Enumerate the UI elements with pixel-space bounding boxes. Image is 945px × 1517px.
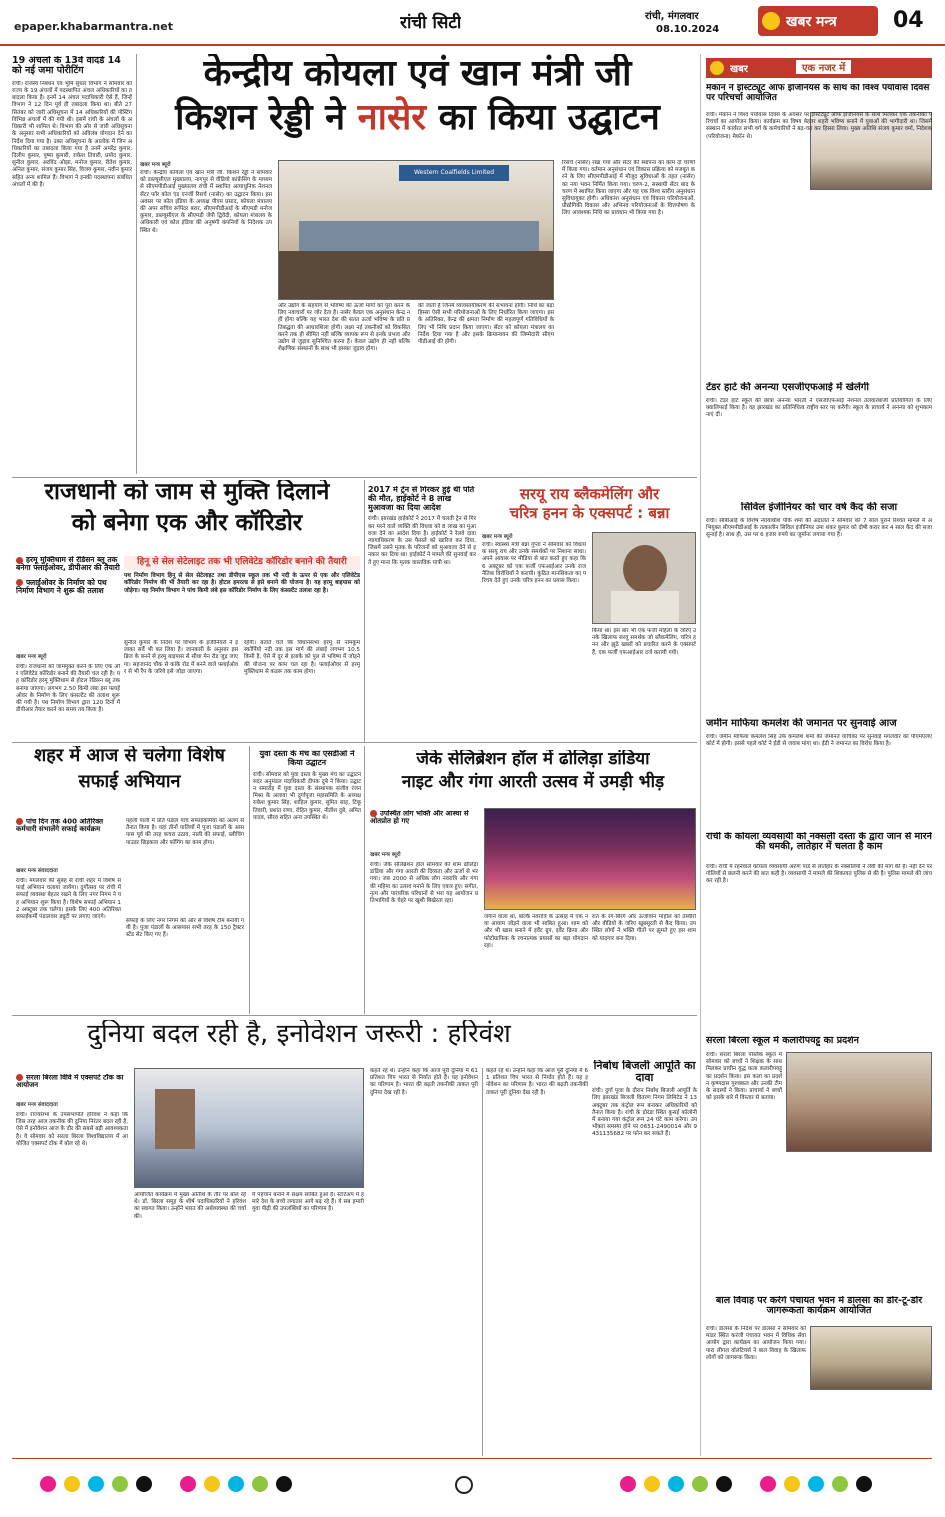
registration-dot xyxy=(252,1476,268,1492)
corridor-head-2: को बनेगा एक और कॉरिडोर xyxy=(71,510,303,537)
r1-head: मेकॉन ने इंस्टिट्यूट ऑफ इंजिनियर्स के साथ की विश्व पर्यावास दिवस पर परिचर्चा आयोजित xyxy=(706,84,930,103)
registration-dot xyxy=(644,1476,660,1492)
corridor-body1: रांची। राजधानी को जाममुक्त करने के लिए एक और एलिवेटेड कॉरिडोर बनाने की तैयारी चल रही है। यह कॉरिडोर हरमू मुक्तिधाम से होटल रेडिसन ब्लू तक बनाया जाएगा। लगभग 2.50 किमी लंबा इस फ्लाईओवर के निर्माण के लिए कंसल्टेंट की तलाश शुरू की गयी है। पथ निर्माण विभाग द्वारा 120 दिनों में डीपीआर तैयार करने का समय तय किया है। xyxy=(16,664,120,714)
r6-head: सरला बिरला स्कूल में कलारीपयट्टू का प्रदर्शन xyxy=(706,1036,859,1046)
dandiya-body3: रात के रंग-बिरंगे और ऊर्जावान माहौल को तस्वीरों और वीडियो के जरिए खूबसूरती से कैद किया। उपस्थित लोगों ने भक्ति गीतों पर झूमते हुए इस शाम को यादगार बना दिया। xyxy=(592,914,696,942)
hc-story-head: 2017 में ट्रेन से गिरकर हुई थी पति की मौत, हाईकोर्ट ने 8 लाख मुआवजा का दिया आदेश xyxy=(368,486,475,512)
tag-label-2: एक नजर में xyxy=(796,60,851,74)
registration-dot xyxy=(832,1476,848,1492)
registration-dot xyxy=(760,1476,776,1492)
hc-story xyxy=(368,486,476,736)
r4-head: जमीन माफिया कमलेश की जमानत पर सुनवाई आज xyxy=(706,718,897,729)
corridor-bullet-2: फ्लाईओवर के निर्माण को पथ निर्माण विभाग ने शुरू की तलाश xyxy=(16,577,107,595)
registration-dot xyxy=(784,1476,800,1492)
saryu-head-1: सरयू राय ब्लैकमेलिंग और xyxy=(519,486,660,503)
dandiya-head-1: जेके सेलिब्रेशन हॉल में ढोलिड़ा डांडिया xyxy=(416,750,650,769)
saryu-headline xyxy=(482,486,697,528)
r3-head: सिविल इंजीनियर को चार वर्ष कैद की सजा xyxy=(740,502,898,513)
registration-dot xyxy=(88,1476,104,1492)
corridor-intro: पथ निर्माण विभाग हिनू से सेल सेटेलाइट तथा डीपीएस स्कूल तक भी नदी के ऊपर से एक और एलिवेटेड कॉरिडोर निर्माण की भी तैयारी कर रहा है। होटल इमरल्ड से इसे बनाने की योजना है। यह हरमू बाइपास को जोड़ेगा। यह निर्माण विभाग ने पांच किमी लंबे इस कॉरिडोर निर्माण के लिए कंसल्टेंट तलाश रहा है। xyxy=(124,572,360,594)
footer-color-bar xyxy=(0,1470,945,1510)
lead-col3: की जाती है जिनमें व्यावसायीकरण की संभावना होगी। निधि का बड़ा हिस्सा ऐसी सभी परियोजनाओं के लिए निर्धारित किया जाएगा। इसके अतिरिक्त, केन्द्र की क्षमता निर्माण की महत्वपूर्ण गतिविधियों के लिए भी निधि प्रदान किया जाएगा। सेंटर को कोयला मंत्रालय का निर्देश दिया गया है और इसके क्रियान्वयन की जिम्मेदारी सीएमपीडीआई की होगी। xyxy=(418,303,554,346)
corridor-subbox xyxy=(124,556,360,632)
tag-icon xyxy=(710,61,724,75)
reg-mark-right xyxy=(620,1476,920,1496)
innovation-byline: खबर मन्त्र संवाददाता xyxy=(16,1102,58,1108)
innovation-body5: कहते रहे थे। उन्होंने कहा कि आज पूरी दुनिया में 61 प्रतिशत चिप भारत से निर्यात होते हैं। यह इनोवेशन का परिणाम है। भारत की बढ़ती तकनीकी ताकत पूरी दुनिया देख रही है। xyxy=(486,1068,588,1096)
lead-headline xyxy=(140,54,695,154)
registration-dot xyxy=(228,1476,244,1492)
r2-body: रांची। टेंडर हार्ट स्कूल की छात्रा अनन्या भारती ने एसजीएफआई नेशनल तलवारबाजी प्रतियोगिता के लिए क्वालिफाई किया है। वह झारखंड का प्रतिनिधित्व राष्ट्रीय स्तर पर करेंगी। स्कूल के प्राचार्य ने अनन्या को शुभकामनाएं दीं। xyxy=(706,398,932,419)
corridor-body2: सुनील कुमार के निर्देश पर विभाग के इंजीनियरों ने इलाका सर्वे भी कर लिया है। जानकारी के अनुसार इस ब्रिज के बनने से हरमू बाइपास से सीधा मेन रोड जुड़ जाएगा। सहजानंद चौक से कांके रोड में बनने वाले फ्लाईओवर से भी रैंप के जरिये इसे जोड़ा जाएगा। xyxy=(124,640,238,675)
r1-body: रांची। मेकॉन ने विश्व पर्यावास दिवस के अवसर पर इंस्टिट्यूट ऑफ इंजिनियर्स के साथ मिलकर एक तकनीकी परिचर्चा का आयोजन किया। कार्यक्रम का विषय बेहतर शहरी भविष्य बनाने में युवाओं की भागीदारी था। जिसमें संस्थान में कार्यरत सभी वर्ग के कर्मचारियों ने बढ़-चढ़ कर हिस्सा लिया। मुख्य अतिथि संजय कुमार वर्मा, निदेशक (परियोजना) मेकॉन थे। xyxy=(706,112,932,140)
hc-story-body: रांची। झारखंड हाईकोर्ट ने 2017 में चलती ट्रेन से गिरकर मरने वाले व्यक्ति की विधवा को 8 लाख का मुआवजा देने का आदेश दिया है। हाईकोर्ट ने रेलवे दावा न्यायाधिकरण के उस फैसले को खारिज कर दिया, जिसमें उसने मृतक के परिजनों को मुआवजा देने से इनकार कर दिया था। हाईकोर्ट ने मामले की सुनवाई करते हुए माना कि मृतक वास्तविक यात्री था। xyxy=(368,516,476,566)
reg-mark-left xyxy=(40,1476,340,1496)
left-story-head: 19 अंचलों के 13वें वादर्ड 14 को नई जमा पोरीटिंग xyxy=(12,56,121,77)
registration-dot xyxy=(856,1476,872,1492)
bullet-icon xyxy=(16,818,23,825)
lead-photo: Western Coalfields Limited xyxy=(278,160,554,300)
tag-label: खबर xyxy=(730,64,748,75)
registration-dot xyxy=(276,1476,292,1492)
corridor-byline: खबर मन्त्र ब्यूरो xyxy=(16,654,47,660)
r3-body: रांची। सीबीआई के विशेष न्यायाधीश पीके शर्मा की अदालत ने सोमवार को 7 साल पुराने रिश्वत मामले में अभियुक्त सीएमपीडीआई के तत्कालीन सिविल इंजीनियर उमा शंकर कुमार को दोषी करार कर 4 साल कैद की सजा सुनाई है। साथ ही, उस पर 6 हजार रुपये का जुर्माना लगाया गया है। xyxy=(706,518,932,539)
paper-logo xyxy=(758,6,878,36)
left-story xyxy=(12,56,132,476)
lead-byline: खबर मन्त्र ब्यूरो xyxy=(140,162,171,168)
clean-byline: खबर मन्त्र संवाददाता xyxy=(16,868,58,874)
lead-headline-line1: केन्द्रीय कोयला एवं खान मंत्री जी xyxy=(203,54,632,94)
corridor-bullets xyxy=(16,556,120,646)
dandiya-body1: रांची। जेके सेलिब्रेशन हॉल सोमवार की शाम ढोलिड़ा डांडिया और गंगा आरती की दिव्यता और ऊर्जा से भर गया। जब 2000 से अधिक लोग नवरात्रि और गंगा की महिमा का उत्सव मनाने के लिए एकत्र हुए। संगीत, नृत्य और पारंपरिक परिधानों से भरा यह आयोजन प्रतिभागियों के चेहरे पर खुशी बिखेरता रहा। xyxy=(370,862,478,905)
registration-dot xyxy=(64,1476,80,1492)
registration-dot xyxy=(112,1476,128,1492)
r7-photo xyxy=(810,1326,932,1390)
dandiya-byline: खबर मन्त्र ब्यूरो xyxy=(370,852,401,858)
lead-headline-red: नासेर xyxy=(357,96,427,138)
power-body: रांची। दुर्गा पूजा के दौरान निर्बाध बिजली आपूर्ति के लिए झारखंड बिजली वितरण निगम लिमिटेड ने 13 अक्टूबर तक कंट्रोल रूम बनाकर अधिकारियों को तैनात किया है। रांची के डोरंडा स्थित कुसई कॉलोनी में बनाया गया कंट्रोल रूम 24 घंटे काम करेगा। उपभोक्ता समस्या होने पर 0651-2490014 और 9431135682 पर फोन कर सकते हैं। xyxy=(592,1088,697,1138)
clean-body3: सफाई के लिए नगर निगम की ओर से विशेष टीम बनायी गयी है। पूजा पंडालों के आसपास सभी तरह के 150 ट्रैक्टर स्टेंड सेट किए गए हैं। xyxy=(126,918,244,939)
dandiya-head-2: नाइट और गंगा आरती उत्सव में उमड़ी भीड़ xyxy=(401,771,665,792)
clean-body1: रांची। मंगलवार की सुबह से रांची शहर में विशेष सफाई अभियान चलाया जायेगा। दुर्गोत्सव पर रांची में सफाई व्यवस्था बेहतर रखने के लिए नगर निगम ने यह अभियान शुरू किया है। विशेष सफाई अभियान 12 अक्टूबर तक चलेगा। इसके लिए 400 अतिरिक्त सफाईकर्मी पंडालवार ड्यूटी पर लगाए जाएंगे। xyxy=(16,878,121,921)
innovation-body4: कहते रहे थे। उन्होंने कहा कि आज पूरी दुनिया में 61 प्रतिशत चिप भारत से निर्यात होते हैं। यह इनोवेशन का परिणाम है। भारत की बढ़ती तकनीकी ताकत पूरी दुनिया देख रही है। xyxy=(370,1068,478,1096)
dandiya-photo xyxy=(484,808,696,910)
registration-dot xyxy=(620,1476,636,1492)
clean-body2: पहली पाली में प्रति पंडाल पांच सफाईकर्मियों को अलग से तैनात किया है। यहां तीनों पालियों में पूजा पंडालों के आसपास पूर्व की तरह कचरा उठाव, नाली की सफाई, ब्लीचिंग पाउडर छिड़काव और फॉगिंग का काम होगा। xyxy=(126,818,244,846)
lead-col2: और उद्योग के सहयोग से भविष्य की ऊर्जा मांगों को पूरा करने के लिए नवाचारों पर जोर देता है। नासेर केवल एक अनुसंधान केन्द्र नहीं होगा बल्कि यह भारत देश की सतत ऊर्जा भविष्य के प्रति प्रतिबद्धता की आधारशिला होगी। लक्ष्य नई तकनीकों को विकसित करने तक ही सीमित नहीं बल्कि व्यापक रूप से इनके प्रभाव और उद्योग से जुड़ाव सुनिश्चित करना है। केवल उद्योग ही नहीं बल्कि शैक्षणिक संस्थानों के साथ भी इसका जुड़ाव होगा। xyxy=(278,303,410,353)
r4-body: रांची। जमीन माफिया कमलेश सिंह उर्फ कमलेश शर्मा की जमानत याचिका पर सुनवाई मंगलवार को पीएमएलए कोर्ट में होगी। इससे पहले कोर्ट ने ईडी से जवाब मांगा था। ईडी ने जमानत का विरोध किया है। xyxy=(706,734,932,748)
r6-body: रांची। सरला बिरला पब्लिक स्कूल में सोमवार को बच्चों ने शिक्षक के साथ मिलकर प्राचीन युद्ध कला कलारीपयट्टू का प्रदर्शन किया। इस कला का प्रदर्शन कृष्णदास गुरुक्कल और उनकी टीम के सदस्यों ने किया। प्राचार्या ने बच्चों को इसके बारे में विस्तार से बताया। xyxy=(706,1052,782,1102)
section-title: रांची सिटी xyxy=(400,13,462,33)
registration-dot xyxy=(204,1476,220,1492)
innovation-body3: में पहचान बनाने में सक्षम साबित हुआ है। स्टार्टअप में हमारे देश के बच्चे लगातार आगे बढ़ रहे हैं। ये सब हमारी युवा पीढ़ी की उपलब्धियों का परिणाम है। xyxy=(252,1192,364,1213)
clean-bullet: पांच दिन तक 400 अतिरिक्त कर्मचारी संभालेंगे सफाई कार्यक्रम xyxy=(16,818,103,834)
clean-head-1: शहर में आज से चलेगा विशेष xyxy=(34,746,225,766)
saryu-head-2: चरित्र हनन के एक्सपर्ट : बन्ना xyxy=(509,503,670,522)
innovation-headline: दुनिया बदल रही है, इनोवेशन जरूरी : हरिवंश xyxy=(87,1020,511,1049)
r5-body: रांची। रांची में रहनेवाले कोयला व्यवसायी अरुण पांडे से लातेहार के नक्सलियों ने लेवी की मांग की है। नहीं देने पर गोलियों से छलनी करने की बात कही है। व्यवसायी ने मामले की शिकायत पुलिस से की है। पुलिस मामले की जांच कर रही है। xyxy=(706,864,932,885)
power-story xyxy=(592,1060,697,1456)
bullet-icon xyxy=(16,1074,23,1081)
registration-dot xyxy=(40,1476,56,1492)
lead-headline-part-a: किशन रेड्डी ने xyxy=(175,96,358,138)
bullet-icon xyxy=(370,810,377,817)
corridor-body3: रहेगी। बताते चलें कि विधानसभा हरमू से नामकुम स्कॉर्पियो नदी तक इस मार्ग की लंबाई लगभग 10.5 किमी है, ऐसे में दूर से इलाके को पुल से भविष्य में जोड़ने की योजना पर काम चल रहा है। फ्लाईओवर से हरमू मुक्तिधाम से कडरू तक काम होगा। xyxy=(244,640,360,675)
saryu-body2: किया था। इस बार भी एक फर्जी महिला के जरिए उनके खिलाफ सरयू समर्थक जो ब्लैकमेलिंग, चरित्र हनन और झूठे खबरों को प्रचारित करने के एक्सपर्ट हैं, एक फर्जी एफआईआर दर्ज करायी गयी। xyxy=(592,628,696,656)
r5-head: रांची के कोयला व्यवसायी को नक्सली दस्ता के द्वारा जान से मारने की धमकी, लातेहार में चलता है काम xyxy=(706,832,932,853)
clean-head-2: सफाई अभियान xyxy=(78,770,181,792)
registration-dot xyxy=(716,1476,732,1492)
corridor-subhead: हिनू से सेल सेटेलाइट तक भी एलिवेटेड कॉरिडोर बनाने की तैयारी xyxy=(124,556,360,570)
youth-story xyxy=(253,750,361,1012)
r7-head: बाल विवाह पर करेंगे पंचायत भवन में डालसा का डोर-टू-डोर जागरूकता कार्यक्रम आयोजित xyxy=(715,1296,923,1317)
r6-photo xyxy=(786,1052,932,1152)
lead-headline-part-b: का किया उद्घाटन xyxy=(426,96,660,138)
corridor-head-1: राजधानी को जाम से मुक्ति दिलाने xyxy=(44,480,330,505)
place-day: रांची, मंगलवार xyxy=(645,11,699,22)
issue-date: 08.10.2024 xyxy=(656,24,720,35)
registration-dot xyxy=(808,1476,824,1492)
registration-dot xyxy=(668,1476,684,1492)
lead-headline-line2 xyxy=(140,98,695,138)
site-url[interactable]: epaper.khabarmantra.net xyxy=(14,20,173,33)
corridor-bullet-1: हरमू मुक्तिधाम से रेडिसन ब्लू तक बनेगा फ्लाईओवर, डीपीआर की तैयारी xyxy=(16,556,120,573)
innovation-body1: रांची। राज्यसभा के उपसभापति हरिवंश ने कहा कि जिस तरह आज तकनीक की दुनिया निरंतर बदल रही है, ऐसे में इनोवेशन आज के दौर की सबसे बड़ी आवश्यकता है। वे सोमवार को सरला बिरला विश्वविद्यालय में आयोजित एक्सपर्ट टॉक में बोल रहे थे। xyxy=(16,1112,128,1147)
r7-body: रांची। डालसा के निर्देश पर डालसा ने सोमवार को मांडर स्थित करंजी पंचायत भवन में विधिक सेवा आयोग द्वारा कार्यक्रम का आयोजन किया गया। पारा लीगल वॉलंटियर्स ने बाल विवाह के खिलाफ लोगों को जागरूक किया। xyxy=(706,1326,806,1361)
saryu-photo xyxy=(592,532,696,624)
saryu-body1: रांची। स्वास्थ्य मंत्री बन्ना गुप्ता ने सोमवार को विधायक सरयू राय और उनके समर्थकों पर निशाना साधा। अपने आवास पर मीडिया से बात करते हुए कहा कि 6 अक्टूबर को एक फर्जी एफआईआर उनके राजनैतिक विरोधियों ने करायी। कुंठित मानसिकता का परिचय देते हुए उनके चरित्र हनन का प्रयास किया। xyxy=(482,542,586,585)
power-head: निर्बाध बिजली आपूर्ति का दावा xyxy=(593,1060,696,1085)
dandiya-body2: जगाने वाला था, बल्कि नवरात्रि के उत्साह में एक नया आयाम जोड़ने वाला भी साबित हुआ। शाम को और भी खास बनाने में इवेंट ग्रुप, इवेंट क्रिया और फोटोग्राफिक के रचनात्मक प्रयासों का बड़ा योगदान रहा। xyxy=(484,914,588,949)
innovation-photo xyxy=(134,1068,364,1188)
saryu-byline: खबर मन्त्र ब्यूरो xyxy=(482,534,513,540)
registration-dot xyxy=(136,1476,152,1492)
innovation-body2: आयोजित कार्यक्रम में मुख्य अतिथि के तौर पर बोल रहे थे। डॉ. बिरला समूह के शीर्ष पदाधिकारियों ने हरिवंश का स्वागत किया। उन्होंने भारत की अर्थव्यवस्था की चर्चा की। xyxy=(134,1192,246,1220)
paper-name: खबर मन्त्र xyxy=(786,14,837,30)
center-target-icon xyxy=(455,1476,473,1494)
registration-dot xyxy=(692,1476,708,1492)
innovation-bullet: सरला बिरला विवि में एक्सपर्ट टॉक का आयोजन xyxy=(16,1074,124,1090)
dandiya-bullet: उपस्थित लोग भक्ति और आस्था से ओतप्रोत हो गए xyxy=(370,810,469,826)
registration-dot xyxy=(180,1476,196,1492)
youth-body: रांची। सोमवार को युवा दस्ता के मुख्य मंच का उद्घाटन सदर अनुमंडल पदाधिकारी दीपक दुबे ने किया। उद्घाटन समारोह में युवा दस्ता के संस्थापक संजीव रंजन मिश्रा के अलावा भी दुर्गापूजा महासमिति के अध्यक्ष राकेश कुमार सिंह, शाहिल कुमार, सुमित साह, टिंकू तिवारी, प्रशांत राणा, रोहित कुमार, नीतीश दुबे, अमित यादव, सौरव सहित अन्य उपस्थित थे। xyxy=(253,771,361,821)
lead-col4: रिसर्च (नासेर) रखा गया और सेंटर की स्थापना का काम दो चरणों में किया गया। वर्तमान अनुसंधान एवं विकास प्रक्रिया को मजबूत करने के लिए सीएमपीडीआई में मौजूद सुविधाओं के तहत (नासेर) का नया भवन निर्मित किया गया। चरण-2, सस्थायी सेंटर बाद के चरण में स्थापित किया जाएगा और यह एक विश्व स्तरीय अनुसंधान सुविधायुक्त होगी। अधिकांश अनुसंधान एवं विकास परियोजनाओं, प्रौद्योगिकी विकास और अभिनव परियोजनाओं के वित्तपोषण के लिए आवश्यक निधि का प्रावधान भी किया गया है। xyxy=(562,160,695,217)
dandiya-headline xyxy=(368,750,698,804)
youth-head: युवा दस्ता के मंच का एसडीओ ने किया उद्घाटन xyxy=(259,750,355,767)
page-number: 04 xyxy=(893,8,924,33)
logo-icon xyxy=(762,12,780,30)
clean-headline xyxy=(12,746,247,812)
r2-head: टेंडर हार्ट की अनन्या एसजीएफआई में खेलेंगी xyxy=(706,382,869,393)
left-story-body: रांची। राजस्व निबंधन एवं भूमि सुधार विभाग ने सोमवार को राज्य के 19 अंचलों में पदस्थापित अंचल अधिकारियों का तबादला किया है। इनमें 14 अंचल पदाधिकारी ऐसे हैं, जिन्हें विभाग ने 12 दिन पूर्व ही तबादला किया था। बीते 27 सितंबर को जारी अधिसूचना में 14 अधिकारियों की पोस्टिंग विभिन्न अंचलों में की गयी थी। इसमें रांची के अंचलों के अधिकारी भी शामिल थे। विभाग की ओर से जारी अधिसूचना के अनुसार सभी अधिकारियों को अविलंब योगदान देने का निर्देश दिया गया है। उक्त अधिसूचना के आलोक में जिन अधिकारियों का तबादला किया गया है उनमें अमरेंद्र कुमार, दिलीप कुमार, पुष्पा कुमारी, राकेश तिवारी, प्रमोद कुमार, सुनील कुमार, अरविंद ओझा, मनोज कुमार, रीतेश कुमार, अनिल कुमार, संजय कुमार सिंह, विजय कुमार, नवीन कुमार सहित अन्य शामिल हैं। विभाग ने इनकी पदस्थापना संबंधित अंचलों में की है। xyxy=(12,80,132,188)
corridor-headline xyxy=(12,480,362,552)
lead-col1: रांची। केन्द्रीय कोयला एवं खान मंत्री जी. किशन रेड्डी ने सोमवार को डब्ल्यूसीएल मुख्यालय, नागपुर से वीडियो कांफ्रेंसिंग के माध्यम से सीएमपीडीआई मुख्यालय रांची में स्थापित अत्याधुनिक नेशनल सेंटर फॉर कोल एंड एनर्जी रिसर्च (नासेर) का उद्घाटन किया। इस अवसर पर कोल इंडिया के अध्यक्ष पीएम प्रसाद, कोयला मंत्रालय की अपर सचिव रूपिंदर बरार, सीएमपीडीआई के सीएमडी मनोज कुमार, डब्ल्यूसीएल के सीएमडी जेपी द्विवेदी, कोयला मंत्रालय के अधिकारी एवं कोल इंडिया की अनुषंगी कंपनियों के निदेशक उपस्थित थे। xyxy=(140,170,272,234)
masthead xyxy=(0,0,945,46)
right-tag xyxy=(706,58,932,78)
